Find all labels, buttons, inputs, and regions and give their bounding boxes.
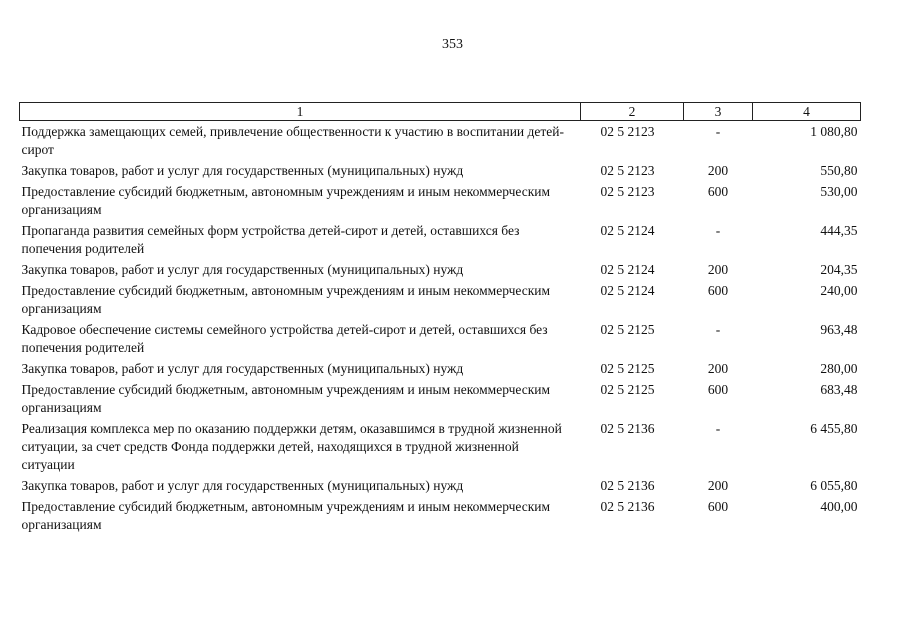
- row-amount: 6 055,80: [810, 478, 858, 493]
- row-type: 200: [707, 262, 729, 277]
- row-type: 600: [707, 499, 729, 514]
- row-amount: 1 080,80: [810, 124, 858, 139]
- row-code: 02 5 2125: [600, 382, 655, 397]
- row-amount: 550,80: [820, 163, 858, 178]
- row-code: 02 5 2123: [600, 163, 655, 178]
- row-amount: 683,48: [820, 382, 858, 397]
- row-code: 02 5 2125: [600, 322, 655, 337]
- table-row: [20, 319, 861, 358]
- row-amount: 280,00: [820, 361, 858, 376]
- header-col-4: 4: [753, 103, 861, 121]
- row-name: Реализация комплекса мер по оказанию поддержки детям, оказавшимся в трудной жизненной ситуации, за счет средств Фонда поддержки детей, находящихся в трудной жизненной ситуации: [21, 421, 562, 472]
- row-name: Закупка товаров, работ и услуг для государственных (муниципальных) нужд: [21, 262, 464, 277]
- table-header: [20, 103, 861, 121]
- row-type: 200: [707, 361, 729, 376]
- row-code: 02 5 2123: [600, 184, 655, 199]
- row-name: Предоставление субсидий бюджетным, автономным учреждениям и иным некоммерческим организациям: [21, 184, 551, 217]
- row-amount: 400,00: [820, 499, 858, 514]
- row-name: Закупка товаров, работ и услуг для государственных (муниципальных) нужд: [21, 478, 464, 493]
- row-name: Закупка товаров, работ и услуг для государственных (муниципальных) нужд: [21, 361, 464, 376]
- table-row: [20, 418, 861, 475]
- row-amount: 6 455,80: [810, 421, 858, 436]
- table-row: [20, 379, 861, 418]
- header-col-2: 2: [581, 103, 684, 121]
- row-amount: 444,35: [820, 223, 858, 238]
- header-col-1: 1: [20, 103, 581, 121]
- row-code: 02 5 2136: [600, 478, 655, 493]
- header-row: [20, 103, 861, 121]
- row-type: 200: [707, 163, 729, 178]
- row-name: Предоставление субсидий бюджетным, автономным учреждениям и иным некоммерческим организациям: [21, 499, 551, 532]
- row-type: 200: [707, 478, 729, 493]
- row-code: 02 5 2136: [600, 421, 655, 436]
- row-name: Поддержка замещающих семей, привлечение общественности к участию в воспитании детей-сирот: [21, 124, 564, 157]
- table-body: [20, 121, 861, 536]
- row-code: 02 5 2123: [600, 124, 655, 139]
- row-type: -: [715, 421, 721, 436]
- row-type: 600: [707, 283, 729, 298]
- row-amount: 530,00: [820, 184, 858, 199]
- table-row: [20, 160, 861, 181]
- row-amount: 204,35: [820, 262, 858, 277]
- row-amount: 963,48: [820, 322, 858, 337]
- table-row: [20, 259, 861, 280]
- row-name: Предоставление субсидий бюджетным, автономным учреждениям и иным некоммерческим организациям: [21, 283, 551, 316]
- row-name: Предоставление субсидий бюджетным, автономным учреждениям и иным некоммерческим организациям: [21, 382, 551, 415]
- row-code: 02 5 2124: [600, 223, 655, 238]
- row-amount: 240,00: [820, 283, 858, 298]
- row-name: Закупка товаров, работ и услуг для государственных (муниципальных) нужд: [21, 163, 464, 178]
- row-code: 02 5 2124: [600, 262, 655, 277]
- row-type: -: [715, 223, 721, 238]
- page-number: 353: [442, 37, 463, 52]
- table-row: [20, 475, 861, 496]
- table-row: [20, 496, 861, 535]
- budget-table: [19, 102, 861, 535]
- row-code: 02 5 2125: [600, 361, 655, 376]
- header-col-3: 3: [684, 103, 753, 121]
- row-code: 02 5 2124: [600, 283, 655, 298]
- row-code: 02 5 2136: [600, 499, 655, 514]
- table-row: [20, 358, 861, 379]
- table-row: [20, 280, 861, 319]
- row-name: Пропаганда развития семейных форм устройства детей-сирот и детей, оставшихся без попечения родителей: [21, 223, 520, 256]
- row-type: -: [715, 124, 721, 139]
- row-type: -: [715, 322, 721, 337]
- table-row: [20, 181, 861, 220]
- table-row: [20, 121, 861, 161]
- row-type: 600: [707, 184, 729, 199]
- row-name: Кадровое обеспечение системы семейного устройства детей-сирот и детей, оставшихся без попечения родителей: [21, 322, 548, 355]
- table-row: [20, 220, 861, 259]
- row-type: 600: [707, 382, 729, 397]
